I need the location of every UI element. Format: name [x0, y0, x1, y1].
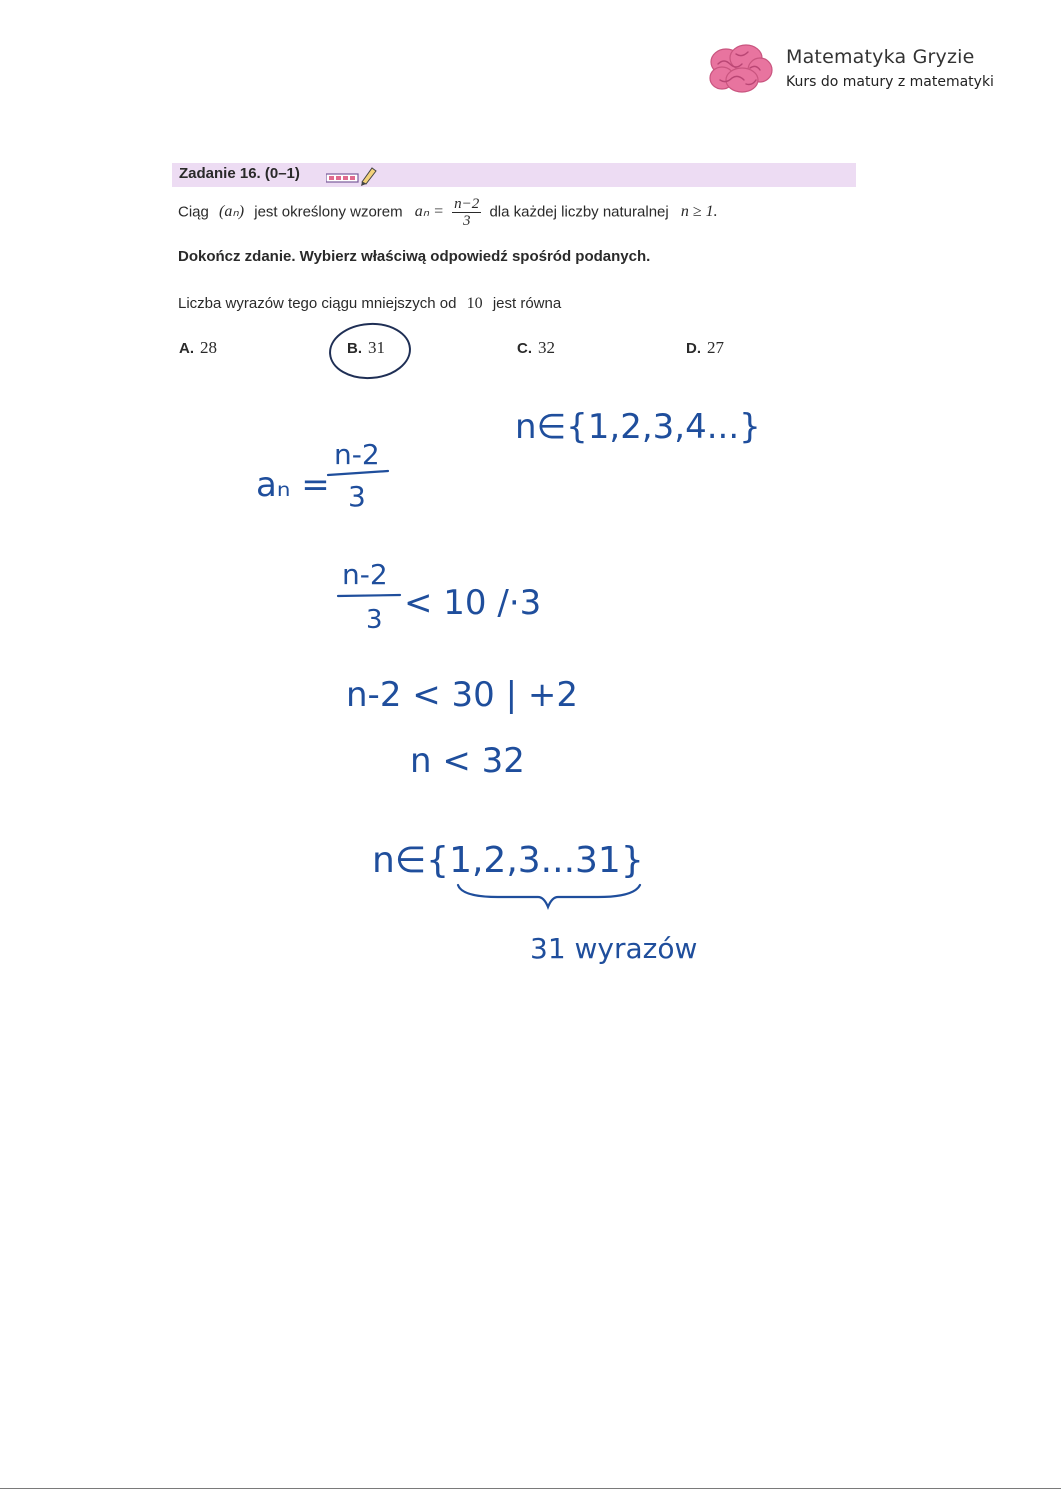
statement-condition: n ≥ 1.: [680, 203, 718, 221]
question-number: 10: [466, 295, 483, 312]
formula-numerator: n−2: [454, 196, 480, 212]
option-value: 32: [538, 338, 555, 357]
task-instruction: Dokończ zdanie. Wybierz właściwą odpowiedź spośród podanych.: [178, 248, 651, 265]
hw-formula-den: 3: [348, 480, 366, 513]
hw-ineq-rhs: < 10 /·3: [404, 583, 542, 623]
hw-set-result: n∈{1,2,3...31}: [372, 840, 644, 881]
task-title: Zadanie 16. (0–1): [179, 165, 300, 182]
option-letter: A.: [179, 340, 194, 357]
option-letter: B.: [347, 340, 362, 357]
hw-formula-num: n-2: [334, 438, 380, 471]
hw-step-two: n-2 < 30 | +2: [346, 675, 579, 715]
statement-middle: jest określony wzorem: [254, 203, 403, 221]
option-value: 27: [707, 338, 724, 357]
hw-step-three: n < 32: [410, 741, 525, 781]
option-value: 28: [200, 338, 217, 357]
question-tail: jest równa: [492, 295, 562, 312]
option-letter: D.: [686, 340, 701, 357]
page-bottom-rule: [0, 1488, 1061, 1489]
option-letter: C.: [517, 340, 532, 357]
option-value: 31: [368, 338, 385, 357]
question-text: Liczba wyrazów tego ciągu mniejszych od: [178, 295, 457, 312]
hw-ineq-den: 3: [366, 605, 383, 635]
answer-circle: [328, 321, 412, 380]
hw-formula-lhs: aₙ =: [256, 465, 330, 505]
statement-prefix: Ciąg: [178, 203, 209, 221]
brand-name: Matematyka Gryzie: [786, 46, 975, 68]
statement-suffix: dla każdej liczby naturalnej: [489, 203, 669, 221]
brand-tagline: Kurs do matury z matematyki: [786, 74, 994, 90]
hw-ineq-num: n-2: [342, 558, 388, 591]
sequence-symbol: (aₙ): [219, 203, 245, 221]
formula-lhs: aₙ =: [414, 203, 444, 221]
hw-fraction-bar: [328, 471, 388, 475]
hw-ineq-bar: [338, 595, 400, 596]
hw-term-count: 31 wyrazów: [530, 932, 698, 965]
hw-set-natural: n∈{1,2,3,4...}: [515, 407, 761, 447]
hw-underbrace: [458, 885, 640, 907]
formula-denominator: 3: [462, 213, 471, 229]
